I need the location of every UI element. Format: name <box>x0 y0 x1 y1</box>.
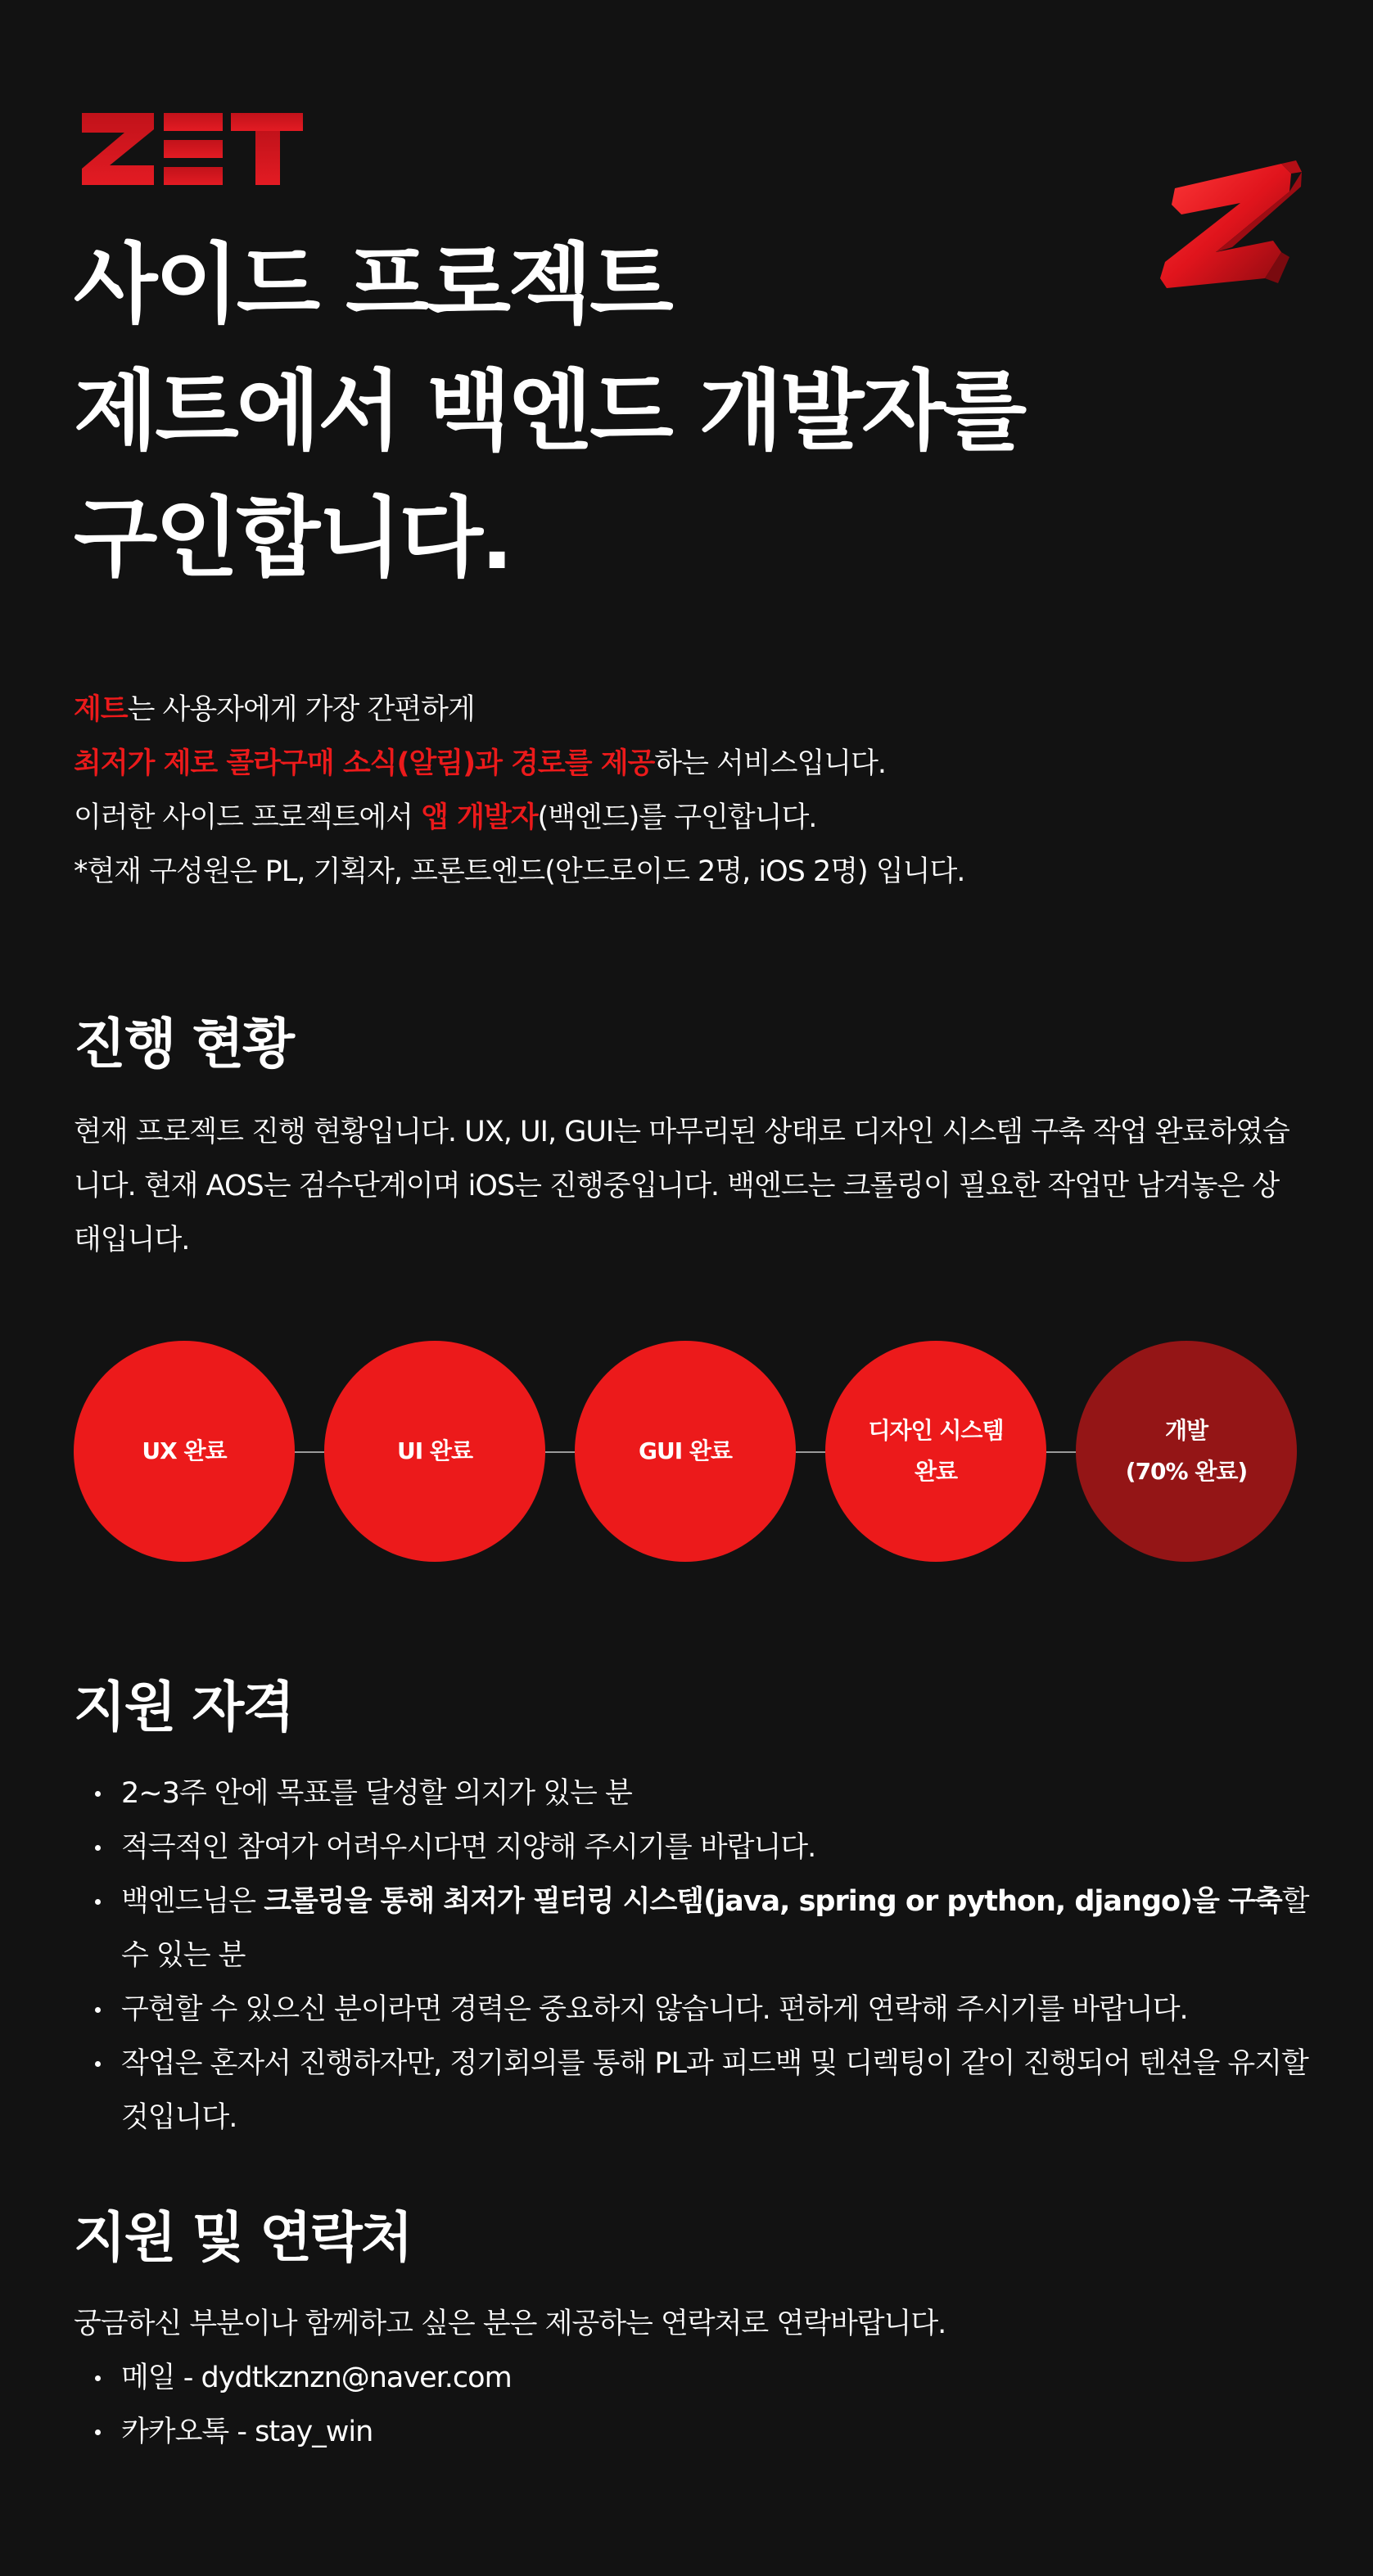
step-label: 개발 (70% 완료) <box>1125 1417 1248 1485</box>
list-item <box>74 2351 1318 2405</box>
progress-steps <box>74 1341 1298 1562</box>
intro-line-2-rest: 하는 서비스입니다. <box>654 747 887 780</box>
contact-list <box>74 2351 1318 2459</box>
contact-kakaotalk[interactable]: 카카오톡 - stay_win <box>121 2416 373 2448</box>
contact-email[interactable]: 메일 - dydtkznzn@naver.com <box>121 2362 512 2394</box>
step-label: UI 완료 <box>397 1437 472 1464</box>
intro-highlight-role: 앱 개발자 <box>421 801 538 834</box>
intro-highlight-service: 최저가 제로 콜라구매 소식(알림)과 경로를 제공 <box>74 747 655 780</box>
step-development <box>1076 1341 1297 1562</box>
intro-line-3 <box>74 791 1302 845</box>
step-label: 디자인 시스템 완료 <box>868 1417 1004 1485</box>
qualification-text: 작업은 혼자서 진행하자만, 정기회의를 통해 PL과 피드백 및 디렉팅이 같이 진행되어 텐션을 유지할 것입니다. <box>121 2047 1308 2134</box>
bullet-icon <box>95 1899 101 1905</box>
status-heading: 진행 현황 <box>74 1013 294 1076</box>
bullet-icon <box>95 2375 101 2381</box>
intro-team-note: *현재 구성원은 PL, 기획자, 프론트엔드(안드로이드 2명, iOS 2명) 입니다. <box>74 855 965 888</box>
qualifications-heading: 지원 자격 <box>74 1676 294 1739</box>
status-description: 현재 프로젝트 진행 현황입니다. UX, UI, GUI는 마무리된 상태로 디자인 시스템 구축 작업 완료하였습니다. 현재 AOS는 검수단계이며 iOS는 진행중입니다. 백엔드는 크롤링이 필요한 작업만 남겨놓은 상태입니다. <box>74 1116 1289 1256</box>
hero-title <box>74 221 1138 602</box>
bullet-icon <box>95 1791 101 1797</box>
bullet-icon <box>95 2429 101 2435</box>
step-gui <box>575 1341 796 1562</box>
intro-line-3-after: (백엔드)를 구인합니다. <box>537 801 817 834</box>
intro-line-2 <box>74 737 1302 791</box>
bullet-icon <box>95 1845 101 1851</box>
contact-description: 궁금하신 부분이나 함께하고 싶은 분은 제공하는 연락처로 연락바랍니다. <box>74 2308 946 2340</box>
zet-logo <box>82 113 303 188</box>
intro-text <box>74 683 1302 899</box>
list-item <box>74 1820 1318 1874</box>
bullet-icon <box>95 2061 101 2067</box>
qualifications-list <box>74 1766 1318 2145</box>
step-design-system <box>825 1341 1046 1562</box>
step-label: UX 완료 <box>142 1437 227 1464</box>
contact-heading: 지원 및 연락처 <box>74 2206 412 2269</box>
qualification-text: 구현할 수 있으신 분이라면 경력은 중요하지 않습니다. 편하게 연락해 주시기를 바랍니다. <box>121 1993 1188 2026</box>
intro-line-1-rest: 는 사용자에게 가장 간편하게 <box>127 693 475 726</box>
list-item <box>74 2405 1318 2459</box>
hero-line-1: 사이드 프로젝트 <box>74 234 671 335</box>
qualification-text: 적극적인 참여가 어려우시다면 지양해 주시기를 바랍니다. <box>121 1831 816 1864</box>
z-3d-icon <box>1158 156 1302 295</box>
hero-line-2: 제트에서 백엔드 개발자를 <box>74 361 1025 462</box>
qualification-text: 2~3주 안에 목표를 달성할 의지가 있는 분 <box>121 1777 632 1810</box>
intro-line-3-before: 이러한 사이드 프로젝트에서 <box>74 801 422 834</box>
qualification-text-bold: 크롤링을 통해 최저가 필터링 시스템(java, spring or python, django)을 구축 <box>264 1885 1282 1918</box>
step-ui <box>324 1341 545 1562</box>
step-label: GUI 완료 <box>639 1437 732 1464</box>
list-item <box>74 1983 1318 2037</box>
bullet-icon <box>95 2007 101 2013</box>
list-item <box>74 1766 1318 1820</box>
list-item <box>74 2037 1318 2145</box>
qualification-text-after: 할 수 있는 분 <box>121 1885 1309 1972</box>
step-ux <box>74 1341 295 1562</box>
list-item <box>74 1874 1318 1983</box>
hero-line-3: 구인합니다. <box>74 488 512 589</box>
intro-line-1 <box>74 683 1302 737</box>
qualification-text-before: 백엔드님은 <box>121 1885 264 1918</box>
intro-highlight-zet: 제트 <box>74 693 128 726</box>
